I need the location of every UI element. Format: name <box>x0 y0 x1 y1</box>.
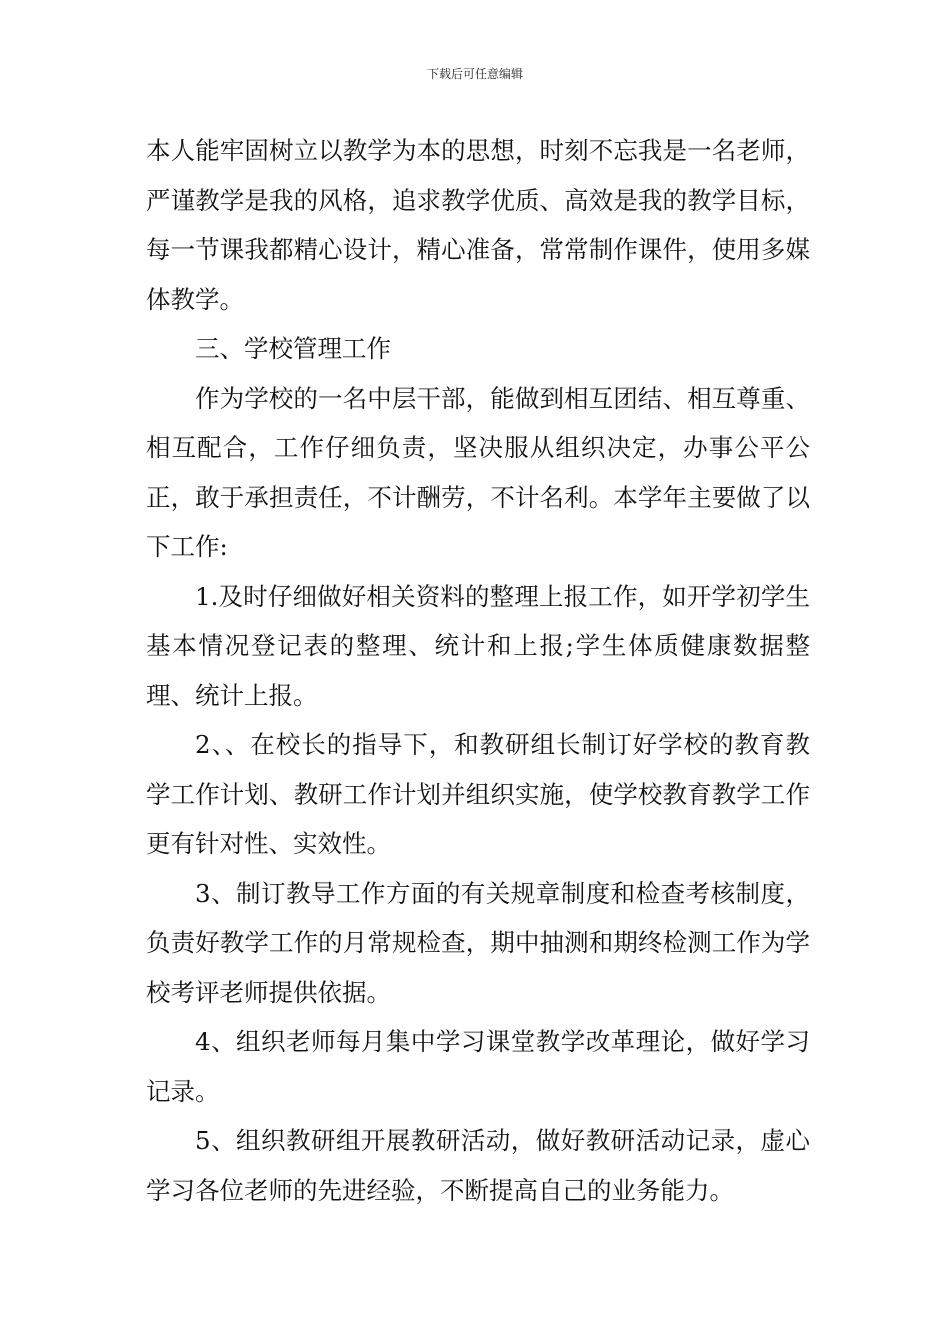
list-item-3: 3、制订教导工作方面的有关规章制度和检查考核制度，负责好教学工作的月常规检查，期中抽测和期终检测工作为学校考评老师提供依据。 <box>146 878 810 1007</box>
list-item-2: 2、、在校长的指导下，和教研组长制订好学校的教育教学工作计划、教研工作计划并组织实施，使学校教育教学工作更有针对性、实效性。 <box>146 730 810 858</box>
list-item-5: 5、组织教研组开展教研活动，做好教研活动记录，虚心学习各位老师的先进经验，不断提高自己的业务能力。 <box>146 1126 810 1205</box>
paragraph-management: 作为学校的一名中层干部，能做到相互团结、相互尊重、相互配合，工作仔细负责，坚决服从组织决定，办事公平公正，敢于承担责任，不计酬劳，不计名利。本学年主要做了以下工作: <box>146 383 810 561</box>
list-item-1: 1.及时仔细做好相关资料的整理上报工作，如开学初学生基本情况登记表的整理、统计和上报;学生体质健康数据整理、统计上报。 <box>146 581 810 710</box>
list-item-4: 4、组织老师每月集中学习课堂教学改革理论，做好学习记录。 <box>146 1027 810 1106</box>
page-header: 下载后可任意编辑 <box>426 67 523 81</box>
document-body <box>146 126 810 1215</box>
paragraph-intro: 本人能牢固树立以教学为本的思想，时刻不忘我是一名老师，严谨教学是我的风格，追求教学优质、高效是我的教学目标，每一节课我都精心设计，精心准备，常常制作课件，使用多媒体教学。 <box>146 136 810 314</box>
section-heading: 三、学校管理工作 <box>195 334 391 363</box>
